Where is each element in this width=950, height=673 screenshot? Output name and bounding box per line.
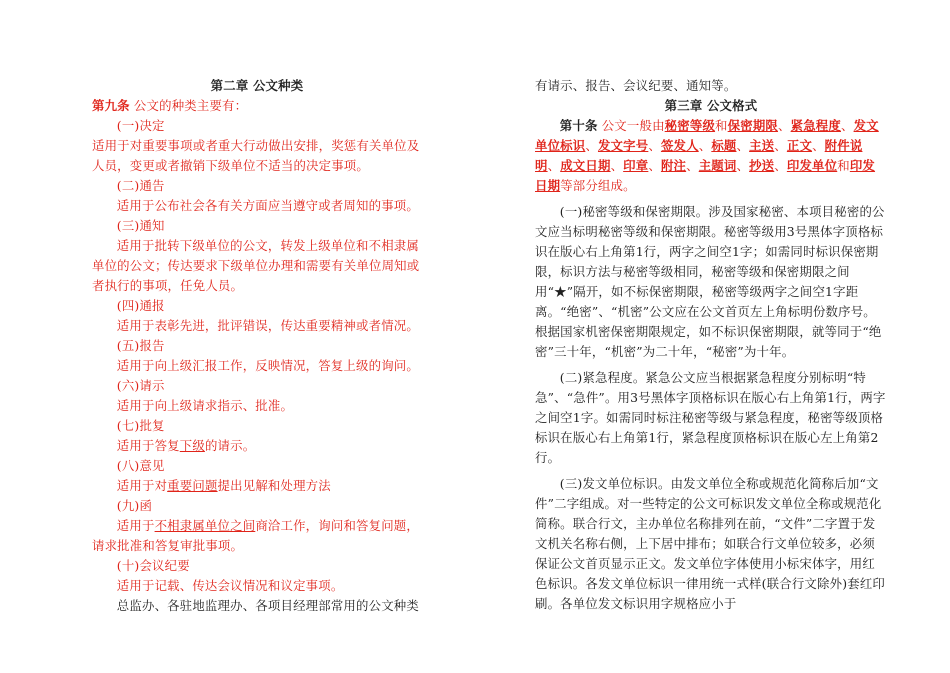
item-body — [92, 516, 422, 556]
item-body: 适用于向上级汇报工作，反映情况，答复上级的询问。 — [116, 358, 419, 373]
list-separator: 、 — [774, 138, 787, 153]
format-element: 正文 — [786, 138, 813, 153]
item-head: (五)报告 — [116, 338, 165, 353]
list-separator: 、 — [648, 158, 661, 173]
underlined-term: 重要问题 — [167, 478, 218, 493]
list-separator: 和 — [837, 158, 850, 173]
format-element: 印发日期 — [535, 158, 876, 193]
item-body: 适用于公布社会各有关方面应当遵守或者周知的事项。 — [116, 198, 419, 213]
list-separator: 、 — [547, 158, 561, 173]
item-body — [92, 436, 422, 456]
paragraph-urgency: (二)紧急程度。紧急公文应当根据紧急程度分别标明“特急”、“急件”。用3号黑体字顶格标识在版心右上角第1行，两字之间空1字。如需同时标注秘密等级与紧急程度，秘密等级顶格标识在版心右上角第1行，紧急程度顶格标识在版心左上角第2行。 — [535, 370, 886, 465]
item-body — [92, 476, 422, 496]
text-span: 适用于 — [116, 518, 155, 533]
format-element: 秘密等级 — [664, 118, 716, 133]
item-head: (十)会议纪要 — [116, 558, 190, 573]
list-separator: 、 — [812, 138, 825, 153]
item-head: (八)意见 — [116, 458, 165, 473]
list-separator: 、 — [686, 158, 699, 173]
article-nine — [92, 96, 422, 116]
chapter-two-title: 第二章 公文种类 — [210, 78, 304, 93]
format-element: 标题 — [711, 138, 737, 153]
list-separator: 、 — [774, 158, 787, 173]
item-head: (九)函 — [116, 498, 153, 513]
left-column — [92, 76, 422, 616]
continuation-text: 有请示、报告、会议纪要、通知等。 — [535, 78, 737, 93]
article-nine-label: 第九条 — [92, 98, 130, 113]
right-column — [535, 76, 887, 614]
item-body: 适用于批转下级单位的公文，转发上级单位和不相隶属单位的公文；传达要求下级单位办理和需要有关单位周知或者执行的事项，任免人员。 — [92, 238, 420, 293]
closing-text: 总监办、各驻地监理办、各项目经理部常用的公文种类 — [116, 598, 419, 613]
format-element: 发文字号 — [597, 138, 649, 153]
format-element: 保密期限 — [727, 118, 779, 133]
list-separator: 、 — [736, 158, 750, 173]
item-body: 适用于对重要事项或者重大行动做出安排，奖惩有关单位及人员，变更或者撤销下级单位不适当的决定事项。 — [92, 138, 420, 173]
paragraph-secrecy: (一)秘密等级和保密期限。涉及国家秘密、本项目秘密的公文应当标明秘密等级和保密期限。秘密等级用3号黑体字顶格标识在版心右上角第1行，两字之间空1字；如需同时标识保密期限，标识方法与秘密等级相同，秘密等级和保密期限之间用“★”隔开，如不标保密期限，秘密等级两字之间空1字距离。“绝密”、“机密”公文应在公文首页左上角标明份数序号。根据国家机密保密期限规定，如不标识保密期限，就等同于“绝密”三十年，“机密”为二十年，“秘密”为十年。 — [535, 204, 885, 359]
paragraph-issuer: (三)发文单位标识。由发文单位全称或规范化简称后加“文件”二字组成。对一些特定的公文可标识发文单位全称或规范化简称。联合行文，主办单位名称排列在前，“文件”二字置于发文机关名称右侧，上下居中排布；如联合行文单位较多，必须保证公文首页显示正文。发文单位字体使用小标宋体字，用红色标识。各发文单位标识一律用统一式样(联合行文除外)套红印刷。各单位发文标识用字规格应小于 — [535, 476, 886, 611]
underlined-term: 下级 — [179, 438, 205, 453]
format-element: 主送 — [749, 138, 775, 153]
format-element: 印发单位 — [786, 158, 838, 173]
list-separator: 、 — [648, 138, 661, 153]
list-separator: 和 — [715, 118, 728, 133]
item-head: (七)批复 — [116, 418, 165, 433]
format-element: 紧急程度 — [790, 118, 841, 133]
item-head: (四)通报 — [116, 298, 165, 313]
list-separator: 、 — [610, 158, 624, 173]
text-span: 适用于对 — [116, 478, 168, 493]
underlined-term: 不相隶属单位之间 — [154, 518, 256, 533]
format-element: 附件说明 — [535, 138, 863, 173]
list-separator: 、 — [585, 138, 598, 153]
text-span: 提出见解和处理方法 — [217, 478, 331, 493]
item-head: (二)通告 — [116, 178, 165, 193]
list-separator: 、 — [698, 138, 712, 153]
item-body: 适用于向上级请求指示、批准。 — [116, 398, 294, 413]
article-ten — [535, 116, 887, 196]
article-ten-pre: 公文一般由 — [601, 118, 665, 133]
format-element: 签发人 — [660, 138, 699, 153]
list-separator: 、 — [778, 118, 791, 133]
item-body: 适用于记载、传达会议情况和议定事项。 — [116, 578, 344, 593]
format-element: 发文单位标识 — [535, 118, 879, 153]
text-span: 的请示。 — [204, 438, 256, 453]
format-element: 抄送 — [749, 158, 775, 173]
article-ten-post: 等部分组成。 — [560, 178, 636, 193]
text-span: 适用于答复 — [116, 438, 180, 453]
format-element: 成文日期 — [560, 158, 611, 173]
item-body: 适用于表彰先进，批评错误，传达重要精神或者情况。 — [116, 318, 419, 333]
format-element: 印章 — [623, 158, 649, 173]
list-separator: 、 — [840, 118, 854, 133]
item-head: (六)请示 — [116, 378, 165, 393]
article-nine-text: 公文的种类主要有： — [133, 98, 248, 113]
item-head: (三)通知 — [116, 218, 165, 233]
item-head: (一)决定 — [116, 118, 165, 133]
chapter-three-title: 第三章 公文格式 — [664, 98, 758, 113]
text-span: 商洽工作，询问和答复问题，请求批准和答复审批事项。 — [92, 518, 419, 553]
article-ten-label: 第十条 — [559, 118, 598, 133]
format-element: 主题词 — [698, 158, 737, 173]
list-separator: 、 — [736, 138, 750, 153]
format-element: 附注 — [660, 158, 687, 173]
